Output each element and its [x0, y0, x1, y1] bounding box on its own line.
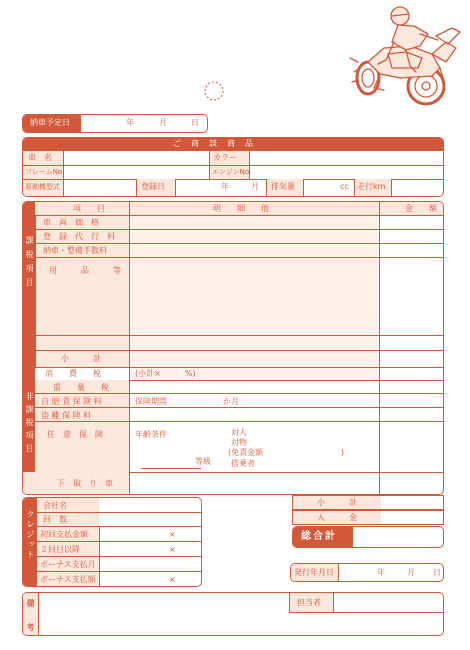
credit-side-label: クレジット [26, 510, 35, 560]
credit-bonus-amount-label: ボーナス支払額 [40, 575, 96, 584]
registration-date-label: 登録日 [141, 182, 165, 191]
column-header-detail: 明 細 他 [213, 204, 269, 213]
nontax-row-compulsory-insurance: 自 賠 責 保 険 料 [41, 397, 102, 406]
staff-label: 担当者 [297, 598, 321, 607]
grand-total-box [292, 526, 444, 548]
motorcycle-rider-illustration [340, 2, 466, 114]
nontax-row-voluntary-insurance: 任 意 保 険 [47, 430, 103, 439]
bodily-injury-label: 対人 [231, 428, 247, 437]
taxable-row-delivery-fee: 納車・整備手数料 [43, 246, 107, 255]
credit-times-2: × [169, 545, 176, 554]
estimate-detail-table [22, 201, 444, 495]
taxable-row-vehicle-price: 車 両 価 格 [43, 218, 99, 227]
vehicle-name-label: 車 名 [28, 153, 52, 162]
subtotal-label: 小 計 [317, 498, 357, 507]
punch-hole-mark [203, 80, 225, 102]
deductible-label: (免責金額 [228, 448, 264, 457]
delivery-date-label: 納車予定日 [30, 118, 70, 127]
credit-count-label: 回 数 [43, 515, 67, 524]
credit-times-3: × [169, 575, 176, 584]
credit-times-1: × [169, 530, 176, 539]
delivery-date-box [22, 114, 208, 133]
mileage-label: 走行km [357, 182, 386, 191]
engine-model-label: 原動機型式 [25, 183, 60, 191]
frame-number-label: フレームNo. [25, 168, 65, 176]
issue-year-label: 年 [377, 568, 385, 577]
displacement-label: 排気量 [271, 182, 295, 191]
delivery-year-label: 年 [126, 118, 134, 127]
deposit-label: 入 金 [317, 513, 357, 522]
registration-year-label: 年 [221, 182, 229, 191]
nontax-row-weight-tax: 重 量 税 [53, 383, 109, 392]
vehicle-header: ご 商 談 商 品 [173, 139, 254, 148]
column-header-amount: 金 額 [405, 204, 437, 213]
age-condition-label: 年齢条件 [135, 430, 167, 439]
subtotal-box [292, 495, 444, 510]
tradein-label: 下 取 り 車 [57, 479, 113, 488]
nontax-side-label: 非課税項目 [25, 392, 34, 457]
registration-month-label: 月 [251, 182, 259, 191]
vehicle-color-label: カラー [213, 153, 237, 162]
displacement-unit: cc [340, 182, 349, 191]
issue-date-box [290, 563, 444, 582]
vehicle-info-box [22, 137, 444, 197]
credit-box [22, 497, 202, 587]
insurance-period-label: 保険期間 [135, 397, 167, 406]
grand-total-label: 総合計 [301, 531, 337, 542]
consumption-tax-note: (小計× %) [135, 369, 196, 378]
taxable-side-label: 課税項目 [25, 236, 34, 292]
remarks-box [22, 592, 444, 636]
property-damage-label: 対物 [231, 438, 247, 447]
taxable-row-accessories: 用 品 等 [49, 266, 121, 275]
deductible-close: ) [341, 448, 345, 457]
taxable-row-registration-fee: 登 録 代 行 料 [43, 232, 115, 241]
credit-bonus-month-label: ボーナス支払月 [40, 560, 96, 569]
credit-company-label: 会社名 [43, 501, 67, 510]
credit-second-payment-label: ２回目以降 [40, 545, 80, 554]
remarks-label: 備 考 [26, 599, 35, 635]
deposit-box [292, 510, 444, 525]
taxable-subtotal-label: 小 計 [61, 354, 101, 363]
insurance-months-label: か月 [223, 397, 239, 406]
credit-first-payment-label: 初回支払金額 [40, 530, 88, 539]
issue-date-label: 発行年月日 [294, 568, 334, 577]
issue-day-label: 日 [433, 568, 441, 577]
nontax-row-theft-insurance: 盗 難 保 険 料 [41, 411, 92, 420]
passenger-label: 搭乗者 [231, 459, 255, 468]
grade-label: 等級 [195, 457, 211, 466]
delivery-day-label: 日 [191, 118, 199, 127]
engine-number-label: エンジンNo. [212, 168, 252, 176]
column-header-item: 項 目 [73, 204, 105, 213]
delivery-month-label: 月 [159, 118, 167, 127]
consumption-tax-label: 消 費 税 [45, 369, 101, 378]
issue-month-label: 月 [407, 568, 415, 577]
